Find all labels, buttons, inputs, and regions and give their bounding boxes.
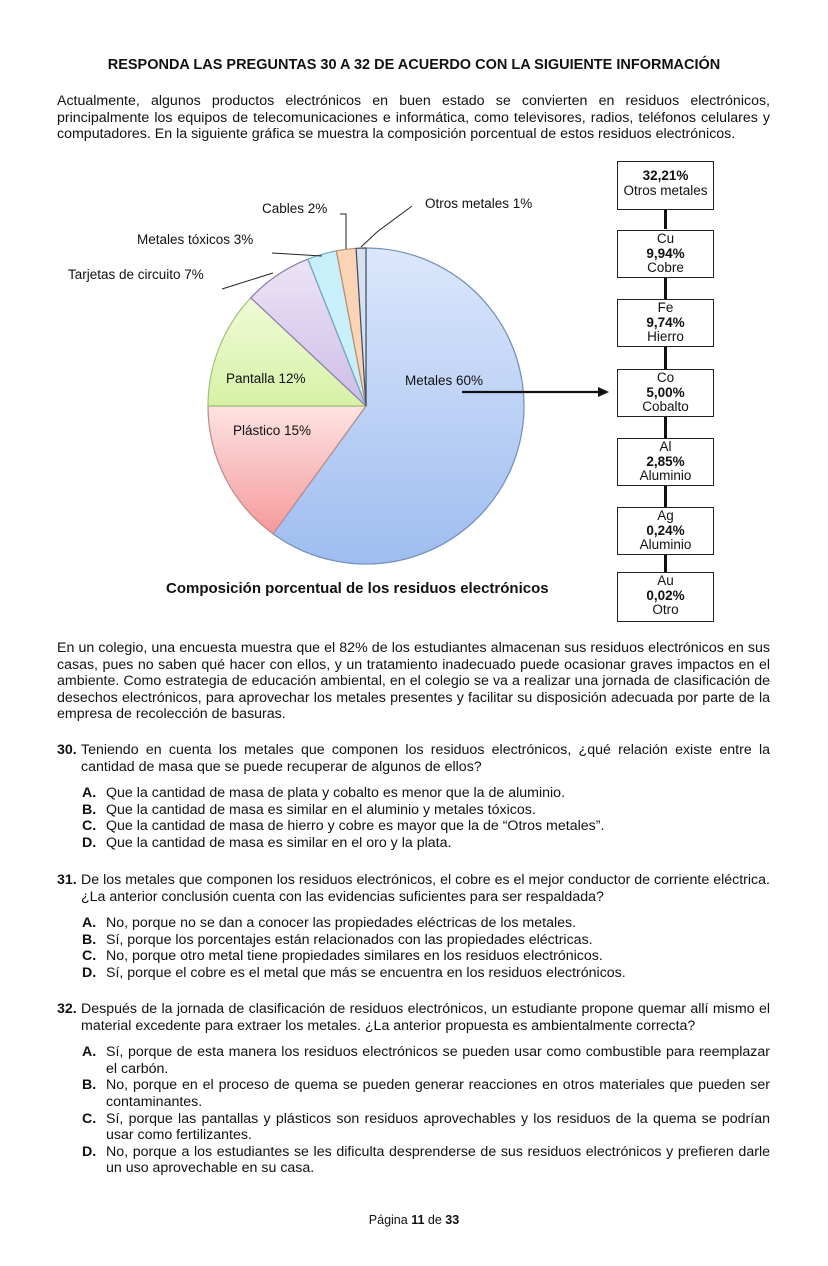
- option-text: No, porque no se dan a conocer las propiedades eléctricas de los metales.: [106, 915, 577, 932]
- option-letter: A.: [82, 1044, 97, 1061]
- breakdown-symbol: Co: [656, 370, 675, 385]
- breakdown-box-otros-metales: [617, 161, 714, 210]
- breakdown-name: Cobre: [647, 260, 684, 275]
- option-text: Sí, porque los porcentajes están relacionados con las propiedades eléctricas.: [106, 931, 593, 948]
- answer-option-d[interactable]: [82, 965, 770, 982]
- section-heading: RESPONDA LAS PREGUNTAS 30 A 32 DE ACUERDO CON LA SIGUIENTE INFORMACIÓN: [107, 57, 721, 73]
- breakdown-percent: 5,00%: [646, 384, 685, 400]
- breakdown-box-plata: [617, 507, 714, 555]
- connector-line: [664, 209, 667, 229]
- chart-title: Composición porcentual de los residuos electrónicos: [166, 580, 549, 597]
- breakdown-percent: 9,94%: [646, 245, 685, 261]
- option-text: Sí, porque el cobre es el metal que más se encuentra en los residuos electrónicos.: [106, 964, 626, 981]
- option-text: Que la cantidad de masa de hierro y cobre es mayor que la de “Otros metales”.: [106, 818, 605, 835]
- answer-option-b[interactable]: [82, 932, 770, 949]
- breakdown-symbol: Fe: [657, 300, 674, 315]
- option-text: No, porque en el proceso de quema se pueden generar reacciones en otros materiales que pueden ser contaminantes.: [106, 1077, 770, 1110]
- answer-option-a[interactable]: [82, 785, 770, 802]
- question-32: [57, 1001, 770, 1177]
- breakdown-percent: 32,21%: [642, 168, 689, 183]
- option-text: Que la cantidad de masa de plata y cobalto es menor que la de aluminio.: [106, 785, 566, 802]
- option-letter: C.: [82, 1110, 97, 1127]
- question-text: De los metales que componen los residuos electrónicos, el cobre es el mejor conductor de corriente eléctrica. ¿La anterior conclusión cuenta con las evidencias suficientes para ser respaldada?: [81, 872, 770, 905]
- question-text: Teniendo en cuenta los metales que componen los residuos electrónicos, ¿qué relación existe entre la cantidad de masa que se puede recuperar de algunos de ellos?: [81, 742, 770, 775]
- answer-option-b[interactable]: [82, 1077, 770, 1110]
- footer-prefix: Página: [368, 1213, 408, 1227]
- breakdown-name: Otro: [652, 602, 679, 617]
- option-letter: C.: [82, 948, 97, 965]
- option-letter: D.: [82, 1143, 97, 1160]
- breakdown-name: Aluminio: [639, 468, 692, 483]
- question-31: [57, 872, 770, 982]
- label-plastico: Plástico 15%: [233, 423, 312, 438]
- total-pages-number: 33: [445, 1213, 460, 1227]
- option-text: Que la cantidad de masa es similar en el oro y la plata.: [106, 834, 452, 851]
- answer-option-a[interactable]: [82, 915, 770, 932]
- breakdown-name: Aluminio: [639, 537, 692, 552]
- breakdown-box-hierro: [617, 299, 714, 347]
- connector-line: [664, 416, 667, 438]
- breakdown-symbol: Al: [659, 439, 672, 454]
- question-number: 30.: [57, 742, 77, 758]
- label-metales-toxicos: Metales tóxicos 3%: [137, 232, 254, 247]
- breakdown-percent: 2,85%: [646, 453, 685, 469]
- context-paragraph: En un colegio, una encuesta muestra que el 82% de los estudiantes almacenan sus residuos electrónicos en sus casas, pues no saben qué hacer con ellos, y un tratamiento inadecuado puede ocasionar graves impactos en el ambiente. Como estrategia de educación ambiental, en el colegio se va a realizar una jornada de clasificación de desechos electrónicos, para aprovechar los metales presentes y facilitar su disposición adecuada por parte de la empresa de recolección de basuras.: [57, 640, 770, 723]
- connector-line: [664, 554, 667, 572]
- answer-option-c[interactable]: [82, 1111, 770, 1144]
- option-text: Sí, porque de esta manera los residuos electrónicos se pueden usar como combustible para reemplazar el carbón.: [106, 1044, 770, 1077]
- page-footer: [0, 1213, 828, 1227]
- option-letter: B.: [82, 931, 97, 948]
- answer-option-c[interactable]: [82, 818, 770, 835]
- option-letter: C.: [82, 818, 97, 835]
- answer-option-b[interactable]: [82, 802, 770, 819]
- option-letter: D.: [82, 834, 97, 851]
- breakdown-percent: 0,24%: [646, 522, 685, 538]
- label-metales: Metales 60%: [405, 373, 484, 388]
- connector-line: [664, 277, 667, 299]
- option-text: No, porque otro metal tiene propiedades similares en los residuos electrónicos.: [106, 948, 603, 965]
- label-cables: Cables 2%: [262, 201, 328, 216]
- breakdown-percent: 9,74%: [646, 314, 685, 330]
- question-text: Después de la jornada de clasificación de residuos electrónicos, un estudiante propone quemar allí mismo el material excedente para extraer los metales. ¿La anterior propuesta es ambientalmente correcta?: [81, 1001, 770, 1034]
- breakdown-name: Otros metales: [623, 182, 708, 198]
- breakdown-box-cobre: [617, 230, 714, 278]
- breakdown-name: Hierro: [647, 329, 684, 344]
- answer-option-d[interactable]: [82, 835, 770, 852]
- label-otros-metales: Otros metales 1%: [425, 196, 533, 211]
- answer-option-d[interactable]: [82, 1144, 770, 1177]
- option-letter: A.: [82, 785, 97, 802]
- option-letter: B.: [82, 801, 97, 818]
- option-text: No, porque a los estudiantes se les dificulta desprenderse de sus residuos electrónicos y prefieren darle un uso aprovechable en su casa.: [106, 1143, 770, 1177]
- label-tarjetas: Tarjetas de circuito 7%: [68, 267, 204, 282]
- intro-paragraph: Actualmente, algunos productos electrónicos en buen estado se convierten en residuos electrónicos, principalmente los equipos de telecomunicaciones e informática, como televisores, radios, teléfonos celulares y computadores. En la siguiente gráfica se muestra la composición porcentual de estos residuos electrónicos.: [57, 93, 770, 143]
- breakdown-name: Cobalto: [642, 399, 689, 414]
- connector-line: [664, 347, 667, 369]
- option-letter: D.: [82, 964, 97, 981]
- breakdown-box-oro: [617, 572, 714, 622]
- question-number: 31.: [57, 872, 77, 888]
- question-number: 32.: [57, 1001, 77, 1017]
- option-text: Que la cantidad de masa es similar en el aluminio y metales tóxicos.: [106, 801, 536, 818]
- option-letter: B.: [82, 1077, 97, 1094]
- breakdown-box-aluminio: [617, 438, 714, 486]
- breakdown-symbol: Au: [657, 573, 674, 588]
- label-pantalla: Pantalla 12%: [226, 371, 306, 386]
- connector-line: [664, 485, 667, 507]
- breakdown-symbol: Ag: [657, 508, 674, 523]
- option-text: Sí, porque las pantallas y plásticos son residuos aprovechables y los residuos de la quema se podrían usar como fertilizantes.: [106, 1110, 770, 1144]
- footer-separator: de: [427, 1213, 442, 1227]
- breakdown-percent: 0,02%: [646, 587, 685, 603]
- breakdown-symbol: Cu: [656, 231, 675, 246]
- answer-option-c[interactable]: [82, 948, 770, 965]
- option-letter: A.: [82, 915, 97, 932]
- current-page-number: 11: [411, 1213, 425, 1227]
- question-30: [57, 742, 770, 852]
- breakdown-box-cobalto: [617, 369, 714, 417]
- answer-option-a[interactable]: [82, 1044, 770, 1077]
